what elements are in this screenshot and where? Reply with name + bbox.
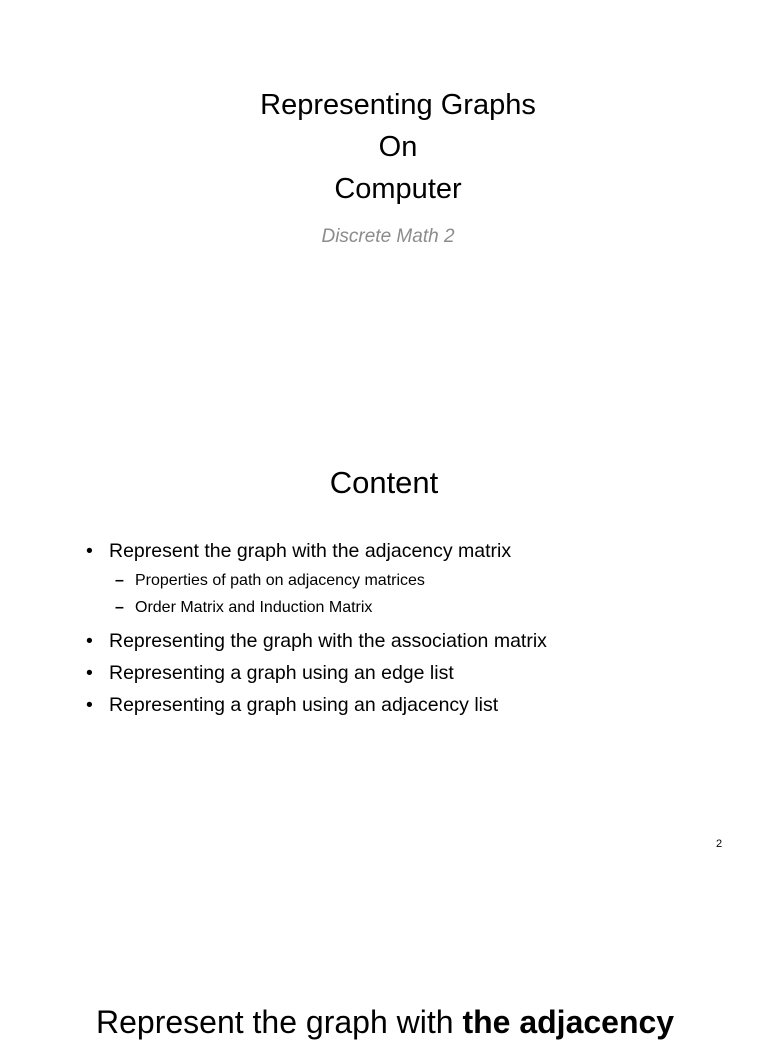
slide-title-line-2: On	[378, 131, 418, 163]
slide-title-line-1: Representing Graphs	[260, 89, 536, 121]
dash-icon: –	[115, 572, 124, 589]
sub-bullet-text: Order Matrix and Induction Matrix	[135, 599, 373, 616]
next-slide-title	[96, 1004, 768, 1041]
content-bullet-list	[86, 537, 547, 723]
sub-bullet-text: Properties of path on adjacency matrices	[135, 572, 425, 589]
slide-title-line-3: Computer	[334, 173, 462, 205]
bullet-item-4	[86, 691, 547, 723]
bullet-icon: •	[86, 540, 93, 562]
content-heading: Content	[329, 465, 439, 500]
bullet-icon: •	[86, 630, 93, 652]
slide-subtitle: Discrete Math 2	[321, 226, 455, 247]
sub-bullet-list	[86, 569, 547, 623]
bullet-icon: •	[86, 662, 93, 684]
bullet-item-2	[86, 627, 547, 659]
bullet-text: Representing the graph with the association matrix	[109, 630, 547, 652]
next-slide-title-bold: the adjacency	[462, 1004, 675, 1040]
sub-list-container	[86, 569, 547, 623]
bullet-item-3	[86, 659, 547, 691]
slide-title	[0, 84, 768, 210]
bullet-text: Represent the graph with the adjacency matrix	[109, 540, 512, 562]
bullet-text: Representing a graph using an edge list	[109, 662, 454, 684]
bullet-text: Representing a graph using an adjacency list	[109, 694, 499, 716]
next-slide-title-regular: Represent the graph with	[96, 1004, 463, 1040]
sub-bullet-item-2	[115, 596, 547, 623]
bullet-item-1	[86, 537, 547, 569]
page-number: 2	[716, 838, 723, 850]
dash-icon: –	[115, 599, 124, 616]
bullet-icon: •	[86, 694, 93, 716]
sub-bullet-item-1	[115, 569, 547, 596]
